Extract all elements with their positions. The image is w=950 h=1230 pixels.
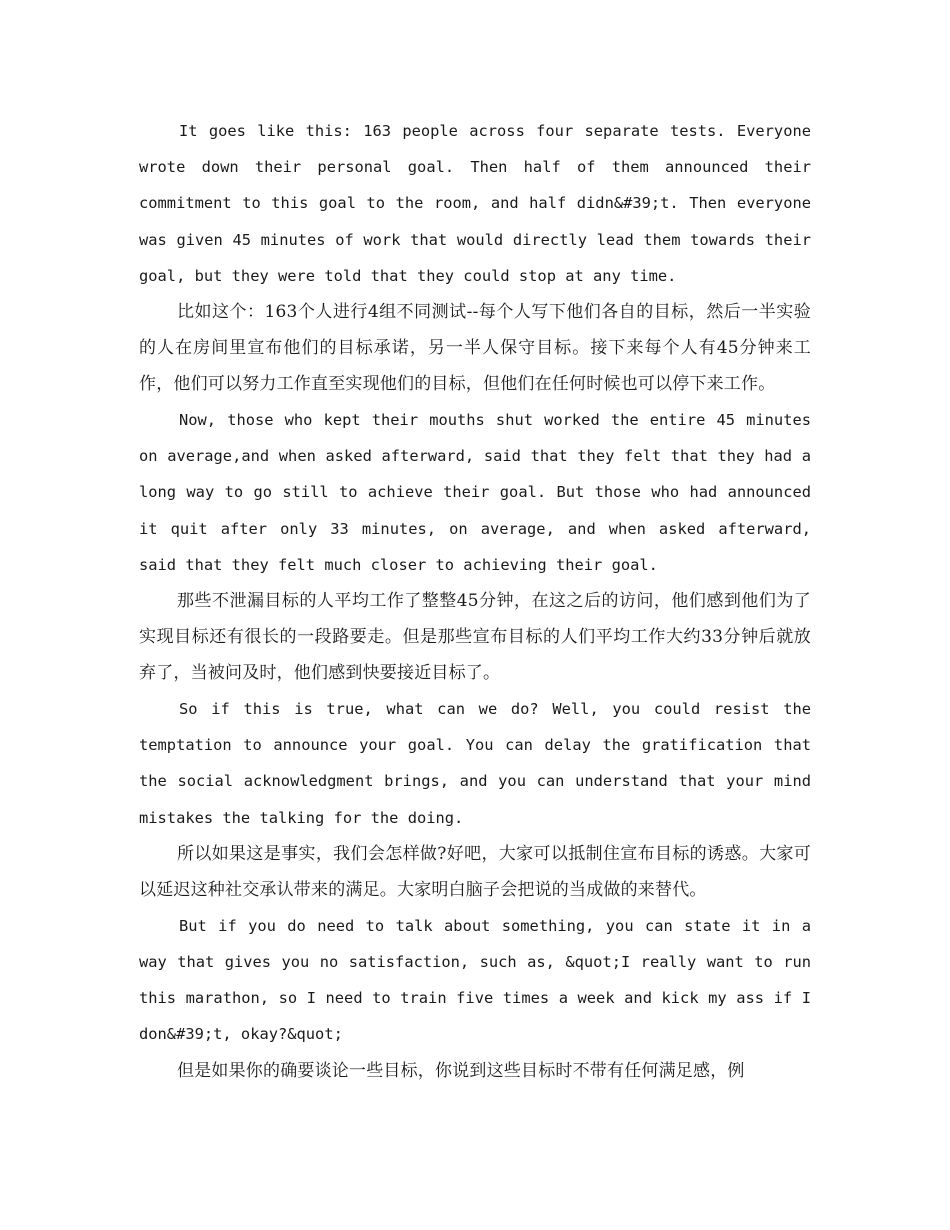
paragraph-english-1: It goes like this: 163 people across four separate tests. Everyone wrote down their personal goal. Then half of them announced their commitment to this goal to the room, and half didn&#39;t. Then everyone was given 45 minutes of work that would directly lead them towards their goal, but they were told that they could stop at any time. <box>139 122 811 285</box>
paragraph-chinese-2: 那些不泄漏目标的人平均工作了整整45分钟，在这之后的访问，他们感到他们为了实现目标还有很长的一段路要走。但是那些宣布目标的人们平均工作大约33分钟后就放弃了，当被问及时，他们感到快要接近目标了。 <box>139 591 811 684</box>
paragraph-chinese-3: 所以如果这是事实，我们会怎样做?好吧，大家可以抵制住宣布目标的诱惑。大家可以延迟这种社交承认带来的满足。大家明白脑子会把说的当成做的来替代。 <box>139 843 811 900</box>
paragraph-chinese-4: 但是如果你的确要谈论一些目标，你说到这些目标时不带有任何满足感，例 <box>177 1060 745 1081</box>
paragraph-english-3: So if this is true, what can we do? Well, you could resist the temptation to announce your goal. You can delay the gratification that the social acknowledgment brings, and you can understand that your mind mistakes the talking for the doing. <box>139 700 811 827</box>
paragraph-english-4: But if you do need to talk about something, you can state it in a way that gives you no satisfaction, such as, &quot;I really want to run this marathon, so I need to train five times a week and kick my ass if I don&#39;t, okay?&quot; <box>139 916 811 1044</box>
paragraph-chinese-1: 比如这个：163个人进行4组不同测试--每个人写下他们各自的目标，然后一半实验的人在房间里宣布他们的目标承诺，另一半人保守目标。接下来每个人有45分钟来工作，他们可以努力工作直至实现他们的目标，但他们在任何时候也可以停下来工作。 <box>139 302 811 395</box>
paragraph-english-2: Now, those who kept their mouths shut worked the entire 45 minutes on average,and when asked afterward, said that they felt that they had a long way to go still to achieve their goal. But those who had announced it quit after only 33 minutes, on average, and when asked afterward, said that they felt much closer to achieving their goal. <box>139 411 811 574</box>
document-body <box>139 113 811 1089</box>
